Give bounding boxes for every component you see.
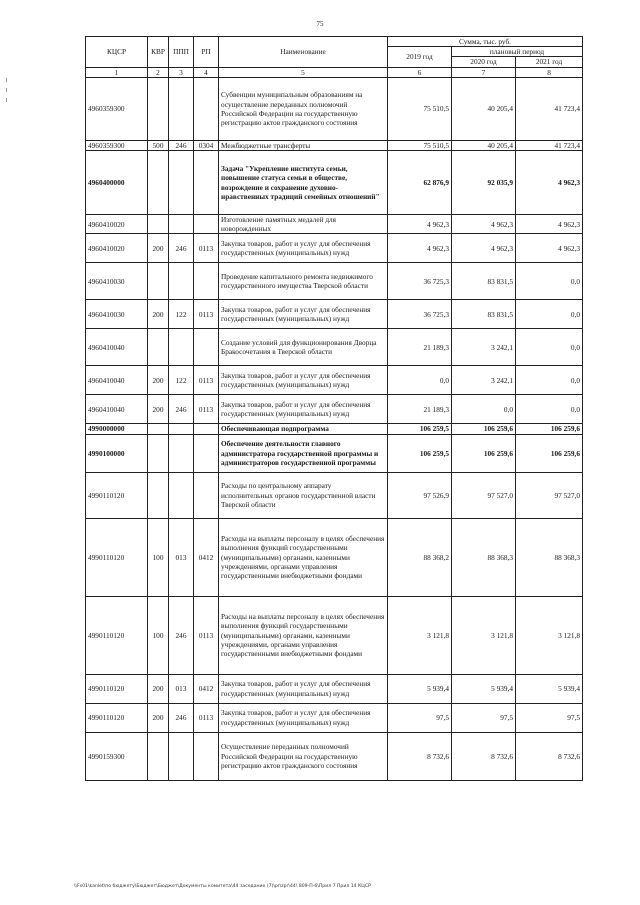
row-value-2019: 97 526,9	[388, 472, 452, 518]
row-value-2020: 97 527,0	[452, 472, 516, 518]
row-value-2021: 8 732,6	[516, 732, 583, 780]
row-kcsr: 4960359300	[86, 77, 148, 140]
table-body	[86, 77, 583, 780]
table-row	[86, 151, 583, 215]
row-name: Обеспечение деятельности главного администратора государственной программы и администраторов государственной программы	[219, 434, 388, 472]
table-row	[86, 518, 583, 596]
row-rp: 0113	[194, 703, 219, 732]
table-row	[86, 472, 583, 518]
table-row	[86, 140, 583, 150]
row-kcsr: 4960410040	[86, 395, 148, 424]
row-kvr	[148, 215, 169, 234]
table-row	[86, 424, 583, 434]
row-value-2019: 106 259,5	[388, 424, 452, 434]
row-rp: 0412	[194, 674, 219, 703]
row-value-2021: 97 527,0	[516, 472, 583, 518]
row-kvr: 200	[148, 703, 169, 732]
row-value-2021: 3 121,8	[516, 596, 583, 674]
column-number: 1	[86, 67, 148, 77]
row-value-2021: 5 939,4	[516, 674, 583, 703]
row-value-2020: 92 035,9	[452, 151, 516, 215]
row-kvr: 200	[148, 300, 169, 329]
column-number: 4	[194, 67, 219, 77]
row-value-2019: 62 876,9	[388, 151, 452, 215]
row-value-2019: 3 121,8	[388, 596, 452, 674]
header-2021: 2021 год	[516, 57, 583, 67]
column-number-row	[86, 67, 583, 77]
row-pgp	[169, 77, 194, 140]
row-rp	[194, 263, 219, 300]
header-rp: РП	[194, 37, 219, 68]
row-rp	[194, 329, 219, 366]
row-kcsr: 4960410030	[86, 300, 148, 329]
row-name: Расходы на выплаты персоналу в целях обеспечения выполнения функций государственными (муниципальными) органами, казенными учреждениями, органами управления государственными внебюджетными фондами	[219, 596, 388, 674]
page-number: 75	[316, 20, 324, 28]
row-pgp	[169, 329, 194, 366]
file-path-footer: \\Fs01\kanlet\по бюджету\Бюджет\Бюджет\Документы комитета\44 заседание (7)\pr\zpr\44\ 809-П-6\Прил 7 Прил 14 КЦСР	[74, 884, 371, 889]
row-name: Обеспечивающая подпрограмма	[219, 424, 388, 434]
row-value-2021: 4 962,3	[516, 215, 583, 234]
header-name: Наименование	[219, 37, 388, 68]
row-value-2019: 75 510,5	[388, 77, 452, 140]
row-value-2020: 88 368,3	[452, 518, 516, 596]
row-value-2020: 83 831,5	[452, 263, 516, 300]
row-kcsr: 4990100000	[86, 434, 148, 472]
column-number: 7	[452, 67, 516, 77]
row-value-2019: 21 189,3	[388, 329, 452, 366]
row-value-2021: 0,0	[516, 300, 583, 329]
row-value-2021: 4 962,3	[516, 234, 583, 263]
row-name: Задача "Укрепление института семьи, повышение статуса семьи в обществе, возрождение и сохранение духовно-нравственных традиций семейных отношений"	[219, 151, 388, 215]
row-value-2019: 8 732,6	[388, 732, 452, 780]
row-kcsr: 4960359300	[86, 140, 148, 150]
column-number: 6	[388, 67, 452, 77]
row-name: Закупка товаров, работ и услуг для обеспечения государственных (муниципальных) нужд	[219, 395, 388, 424]
row-value-2020: 4 962,3	[452, 215, 516, 234]
row-rp	[194, 472, 219, 518]
column-number: 2	[148, 67, 169, 77]
row-rp	[194, 732, 219, 780]
row-pgp: 013	[169, 518, 194, 596]
row-value-2019: 106 259,5	[388, 434, 452, 472]
row-value-2020: 8 732,6	[452, 732, 516, 780]
row-name: Закупка товаров, работ и услуг для обеспечения государственных (муниципальных) нужд	[219, 703, 388, 732]
margin-mark	[6, 88, 7, 92]
table-row	[86, 234, 583, 263]
table-row	[86, 732, 583, 780]
row-kcsr: 4990159300	[86, 732, 148, 780]
row-kvr	[148, 732, 169, 780]
table-row	[86, 596, 583, 674]
table-header	[86, 37, 583, 78]
row-value-2020: 0,0	[452, 395, 516, 424]
row-pgp	[169, 434, 194, 472]
row-value-2019: 75 510,5	[388, 140, 452, 150]
row-kvr: 200	[148, 674, 169, 703]
header-sum: Сумма, тыс. руб.	[388, 37, 583, 47]
table-row	[86, 300, 583, 329]
margin-mark	[6, 78, 7, 82]
table-row	[86, 674, 583, 703]
row-kcsr: 4990110120	[86, 518, 148, 596]
row-value-2020: 106 259,6	[452, 424, 516, 434]
table-row	[86, 395, 583, 424]
row-value-2021: 97,5	[516, 703, 583, 732]
row-value-2021: 0,0	[516, 263, 583, 300]
row-value-2020: 83 831,5	[452, 300, 516, 329]
column-number: 5	[219, 67, 388, 77]
row-pgp: 246	[169, 703, 194, 732]
header-2020: 2020 год	[452, 57, 516, 67]
row-rp: 0113	[194, 395, 219, 424]
row-pgp	[169, 732, 194, 780]
row-value-2020: 4 962,3	[452, 234, 516, 263]
row-value-2020: 106 259,6	[452, 434, 516, 472]
row-pgp	[169, 263, 194, 300]
row-value-2020: 3 121,8	[452, 596, 516, 674]
row-kcsr: 4990000000	[86, 424, 148, 434]
row-pgp	[169, 424, 194, 434]
row-rp: 0113	[194, 300, 219, 329]
row-pgp: 246	[169, 140, 194, 150]
row-kvr	[148, 263, 169, 300]
row-kvr: 200	[148, 234, 169, 263]
row-name: Расходы на выплаты персоналу в целях обеспечения выполнения функций государственными (муниципальными) органами, казенными учреждениями, органами управления государственными внебюджетными фондами	[219, 518, 388, 596]
row-value-2019: 88 368,2	[388, 518, 452, 596]
row-kvr	[148, 472, 169, 518]
row-kcsr: 4990110120	[86, 472, 148, 518]
row-rp: 0113	[194, 366, 219, 395]
header-kvr: КВР	[148, 37, 169, 68]
row-value-2019: 97,5	[388, 703, 452, 732]
row-name: Создание условий для функционирования Дворца Бракосочетания в Тверской области	[219, 329, 388, 366]
row-pgp: 122	[169, 366, 194, 395]
row-rp: 0113	[194, 234, 219, 263]
row-name: Закупка товаров, работ и услуг для обеспечения государственных (муниципальных) нужд	[219, 674, 388, 703]
row-value-2021: 4 962,3	[516, 151, 583, 215]
row-kvr: 100	[148, 518, 169, 596]
row-name: Закупка товаров, работ и услуг для обеспечения государственных (муниципальных) нужд	[219, 234, 388, 263]
row-value-2019: 36 725,3	[388, 300, 452, 329]
row-kcsr: 4960400000	[86, 151, 148, 215]
row-kcsr: 4960410020	[86, 234, 148, 263]
table-row	[86, 434, 583, 472]
row-value-2020: 3 242,1	[452, 366, 516, 395]
row-value-2021: 0,0	[516, 395, 583, 424]
row-value-2021: 0,0	[516, 329, 583, 366]
row-pgp: 246	[169, 395, 194, 424]
row-name: Проведение капитального ремонта недвижимого государственного имущества Тверской области	[219, 263, 388, 300]
row-value-2020: 3 242,1	[452, 329, 516, 366]
table-row	[86, 329, 583, 366]
table-row	[86, 77, 583, 140]
row-rp: 0412	[194, 518, 219, 596]
table-row	[86, 263, 583, 300]
row-kcsr: 4990110120	[86, 596, 148, 674]
row-value-2019: 4 962,3	[388, 215, 452, 234]
row-rp	[194, 215, 219, 234]
header-2019: 2019 год	[388, 47, 452, 67]
row-pgp: 013	[169, 674, 194, 703]
row-value-2020: 40 205,4	[452, 140, 516, 150]
row-rp	[194, 434, 219, 472]
row-kvr	[148, 329, 169, 366]
row-name: Межбюджетные трансферты	[219, 140, 388, 150]
row-name: Изготовление памятных медалей для новорожденных	[219, 215, 388, 234]
row-kvr	[148, 424, 169, 434]
table-row	[86, 366, 583, 395]
margin-mark	[6, 98, 7, 102]
row-value-2019: 0,0	[388, 366, 452, 395]
row-kvr: 200	[148, 395, 169, 424]
row-pgp: 246	[169, 596, 194, 674]
header-plan-period: плановый период	[452, 47, 583, 57]
row-kcsr: 4960410020	[86, 215, 148, 234]
row-value-2019: 5 939,4	[388, 674, 452, 703]
row-rp	[194, 77, 219, 140]
row-kvr: 100	[148, 596, 169, 674]
row-name: Расходы по центральному аппарату исполнительных органов государственной власти Тверской области	[219, 472, 388, 518]
row-kvr	[148, 434, 169, 472]
row-value-2021: 41 723,4	[516, 140, 583, 150]
row-value-2020: 5 939,4	[452, 674, 516, 703]
row-name: Закупка товаров, работ и услуг для обеспечения государственных (муниципальных) нужд	[219, 366, 388, 395]
row-name: Субвенции муниципальным образованиям на осуществление переданных полномочий Российской Федерации на государственную регистрацию актов гражданского состояния	[219, 77, 388, 140]
row-pgp	[169, 472, 194, 518]
row-value-2021: 106 259,6	[516, 434, 583, 472]
row-kcsr: 4960410040	[86, 329, 148, 366]
row-value-2019: 36 725,3	[388, 263, 452, 300]
column-number: 3	[169, 67, 194, 77]
row-value-2021: 88 368,3	[516, 518, 583, 596]
row-rp: 0304	[194, 140, 219, 150]
table-row	[86, 215, 583, 234]
row-pgp: 122	[169, 300, 194, 329]
row-value-2021: 0,0	[516, 366, 583, 395]
row-rp	[194, 151, 219, 215]
row-kcsr: 4990110120	[86, 674, 148, 703]
row-name: Осуществление переданных полномочий Российской Федерации на государственную регистрацию актов гражданского состояния	[219, 732, 388, 780]
row-value-2021: 106 259,6	[516, 424, 583, 434]
row-rp: 0113	[194, 596, 219, 674]
row-kcsr: 4960410030	[86, 263, 148, 300]
row-kcsr: 4990110120	[86, 703, 148, 732]
row-kvr: 500	[148, 140, 169, 150]
budget-table	[85, 36, 583, 781]
row-value-2021: 41 723,4	[516, 77, 583, 140]
column-number: 8	[516, 67, 583, 77]
row-pgp: 246	[169, 234, 194, 263]
row-name: Закупка товаров, работ и услуг для обеспечения государственных (муниципальных) нужд	[219, 300, 388, 329]
row-kvr	[148, 77, 169, 140]
row-value-2019: 21 189,3	[388, 395, 452, 424]
table-row	[86, 703, 583, 732]
row-kvr	[148, 151, 169, 215]
header-pgp: ППП	[169, 37, 194, 68]
row-pgp	[169, 215, 194, 234]
header-kcsr: КЦСР	[86, 37, 148, 68]
row-rp	[194, 424, 219, 434]
row-kvr: 200	[148, 366, 169, 395]
row-value-2020: 97,5	[452, 703, 516, 732]
row-value-2019: 4 962,3	[388, 234, 452, 263]
row-kcsr: 4960410040	[86, 366, 148, 395]
row-pgp	[169, 151, 194, 215]
row-value-2020: 40 205,4	[452, 77, 516, 140]
